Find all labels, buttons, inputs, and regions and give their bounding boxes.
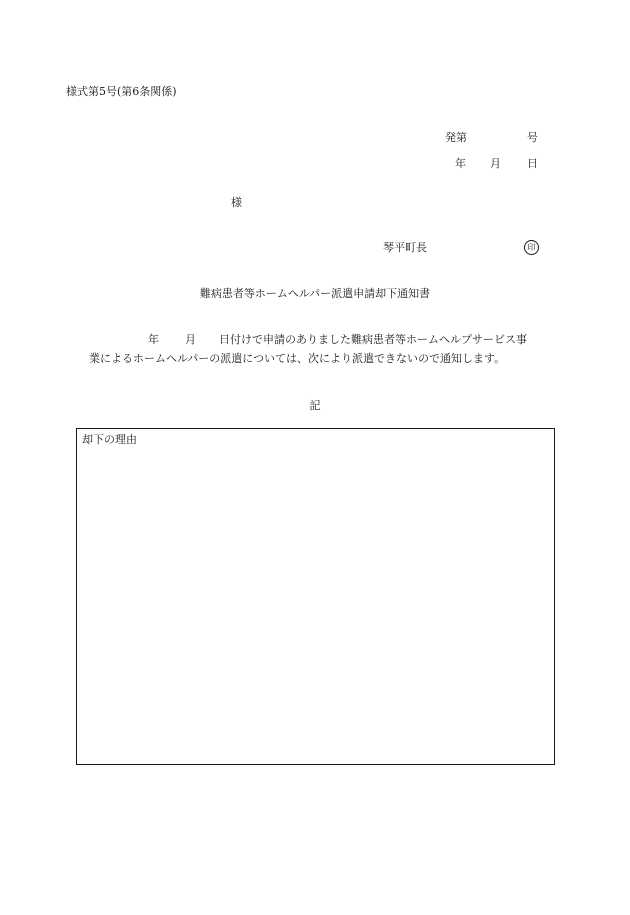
date-day-label: 日 <box>527 157 538 170</box>
rejection-reason-box <box>76 428 555 765</box>
rejection-reason-label: 却下の理由 <box>82 433 137 446</box>
body-text-line-2: 業によるホームヘルパーの派遣については、次により派遣できないので通知します。 <box>89 352 506 365</box>
issue-number-suffix: 号 <box>527 131 538 144</box>
body-year-label: 年 <box>148 333 159 346</box>
recipient-honorific: 様 <box>231 196 242 209</box>
body-text-line-1: 日付けで申請のありました難病患者等ホームヘルプサービス事 <box>219 333 527 346</box>
issue-number-prefix: 発第 <box>445 131 467 144</box>
form-number: 様式第5号(第6条関係) <box>66 85 177 98</box>
date-year-label: 年 <box>455 157 466 170</box>
date-month-label: 月 <box>490 157 501 170</box>
body-month-label: 月 <box>185 333 196 346</box>
ki-heading: 記 <box>309 399 321 412</box>
seal-icon: 印 <box>524 240 539 255</box>
issuer-title: 琴平町長 <box>383 241 427 254</box>
document-title: 難病患者等ホームヘルパー派遣申請却下通知書 <box>199 287 431 300</box>
